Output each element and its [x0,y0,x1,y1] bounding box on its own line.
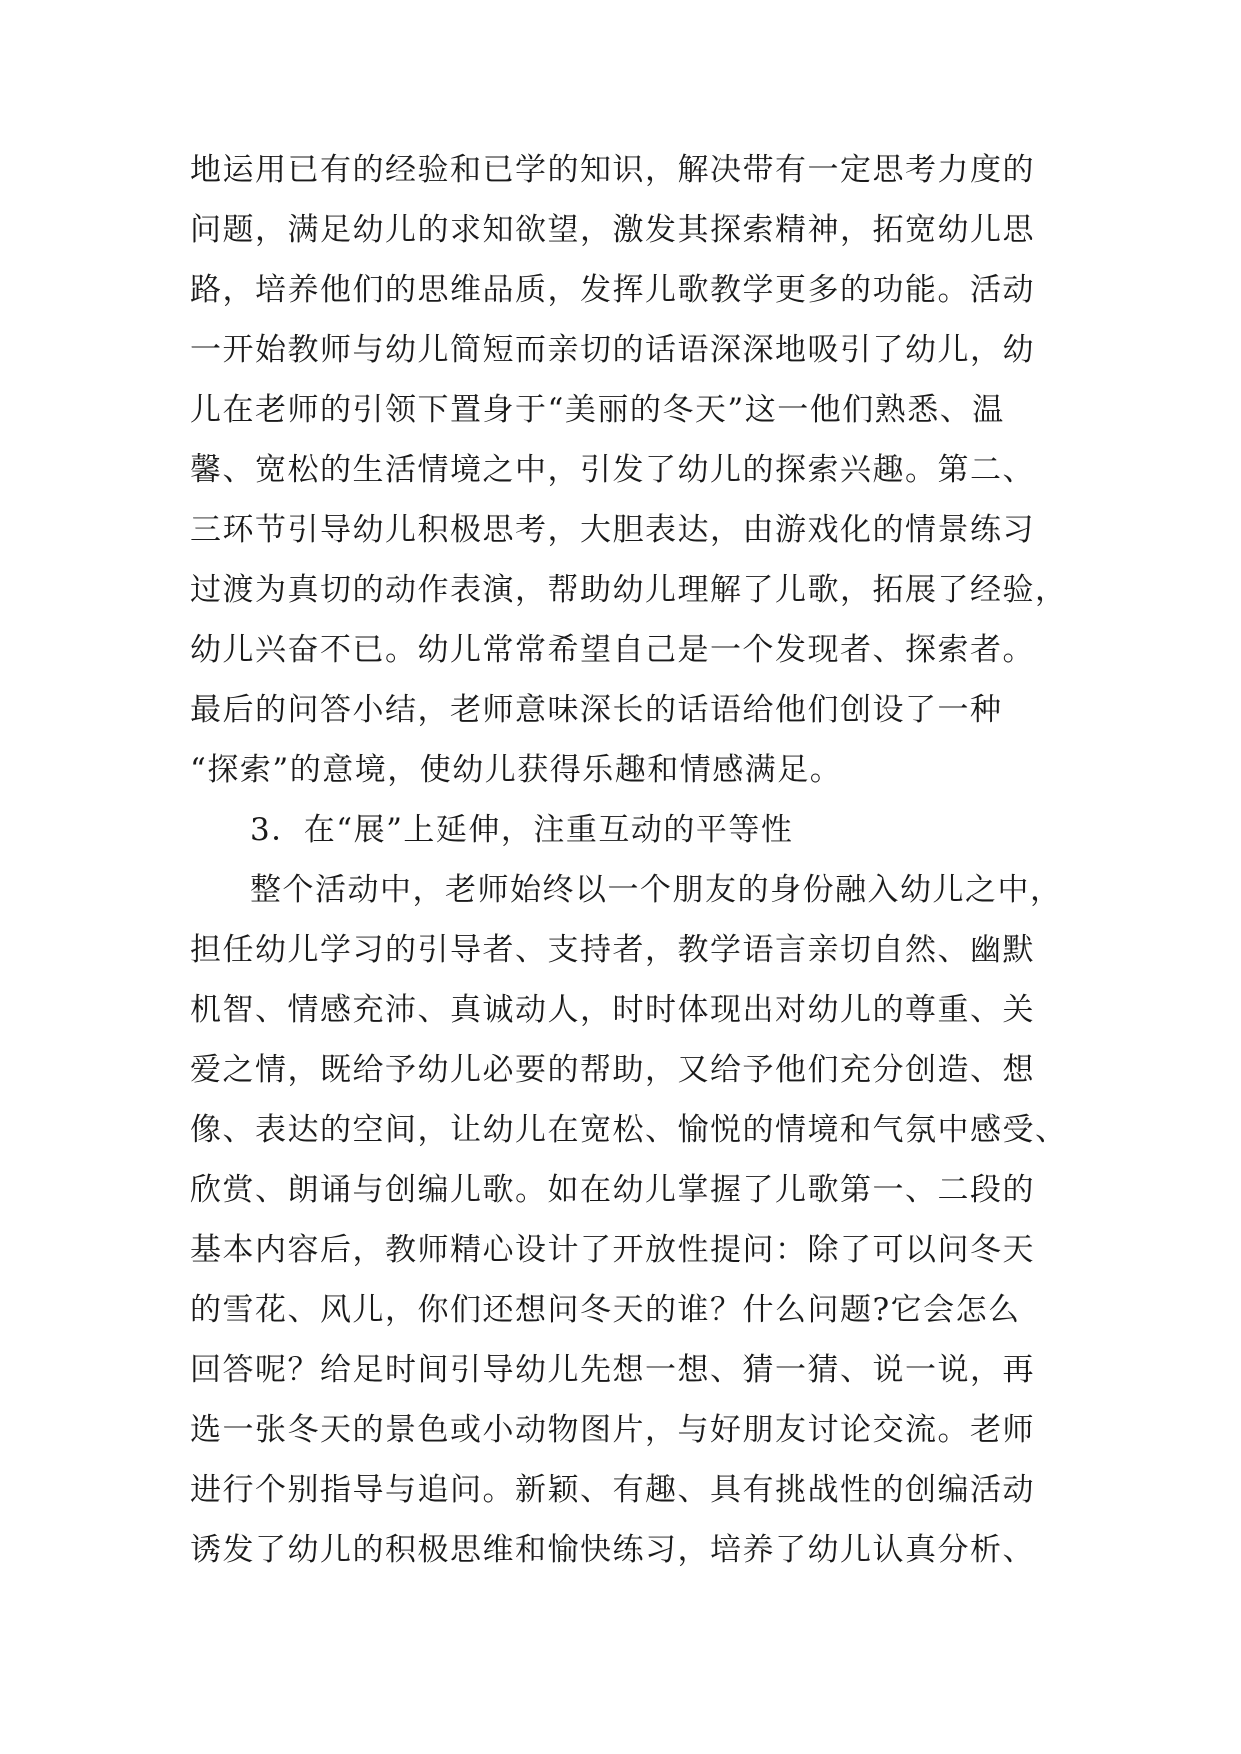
text-line: 担任幼儿学习的引导者、支持者，教学语言亲切自然、幽默 [190,932,1035,968]
text-line: 爱之情，既给予幼儿必要的帮助，又给予他们充分创造、想 [190,1052,1035,1088]
text-line: 幼儿兴奋不已。幼儿常常希望自己是一个发现者、探索者。 [190,632,1035,668]
text-line: 最后的问答小结，老师意味深长的话语给他们创设了一种 [190,692,1003,728]
text-line: 的雪花、风儿，你们还想问冬天的谁？什么问题?它会怎么 [190,1292,1021,1328]
section-heading: 3．在“展”上延伸，注重互动的平等性 [250,812,794,848]
text-line: 路，培养他们的思维品质，发挥儿歌教学更多的功能。活动 [190,272,1035,308]
text-line: 一开始教师与幼儿简短而亲切的话语深深地吸引了幼儿，幼 [190,332,1035,368]
text-line: 选一张冬天的景色或小动物图片，与好朋友讨论交流。老师 [190,1412,1035,1448]
text-line: “探索”的意境，使幼儿获得乐趣和情感满足。 [190,752,843,788]
text-line: 馨、宽松的生活情境之中，引发了幼儿的探索兴趣。第二、 [190,452,1035,488]
text-line: 回答呢？给足时间引导幼儿先想一想、猜一猜、说一说，再 [190,1352,1035,1388]
text-line: 诱发了幼儿的积极思维和愉快练习，培养了幼儿认真分析、 [190,1532,1035,1568]
paragraph-first-line: 整个活动中，老师始终以一个朋友的身份融入幼儿之中， [250,872,1063,908]
text-line: 问题，满足幼儿的求知欲望，激发其探索精神，拓宽幼儿思 [190,212,1035,248]
text-line: 过渡为真切的动作表演，帮助幼儿理解了儿歌，拓展了经验， [190,572,1068,608]
text-line: 儿在老师的引领下置身于“美丽的冬天”这一他们熟悉、温 [190,392,1005,428]
text-line: 像、表达的空间，让幼儿在宽松、愉悦的情境和气氛中感受、 [190,1112,1068,1148]
text-line: 欣赏、朗诵与创编儿歌。如在幼儿掌握了儿歌第一、二段的 [190,1172,1035,1208]
text-line: 地运用已有的经验和已学的知识，解决带有一定思考力度的 [190,152,1035,188]
text-line: 基本内容后，教师精心设计了开放性提问：除了可以问冬天 [190,1232,1035,1268]
text-line: 机智、情感充沛、真诚动人，时时体现出对幼儿的尊重、关 [190,992,1035,1028]
text-line: 三环节引导幼儿积极思考，大胆表达，由游戏化的情景练习 [190,512,1035,548]
text-line: 进行个别指导与追问。新颖、有趣、具有挑战性的创编活动 [190,1472,1035,1508]
